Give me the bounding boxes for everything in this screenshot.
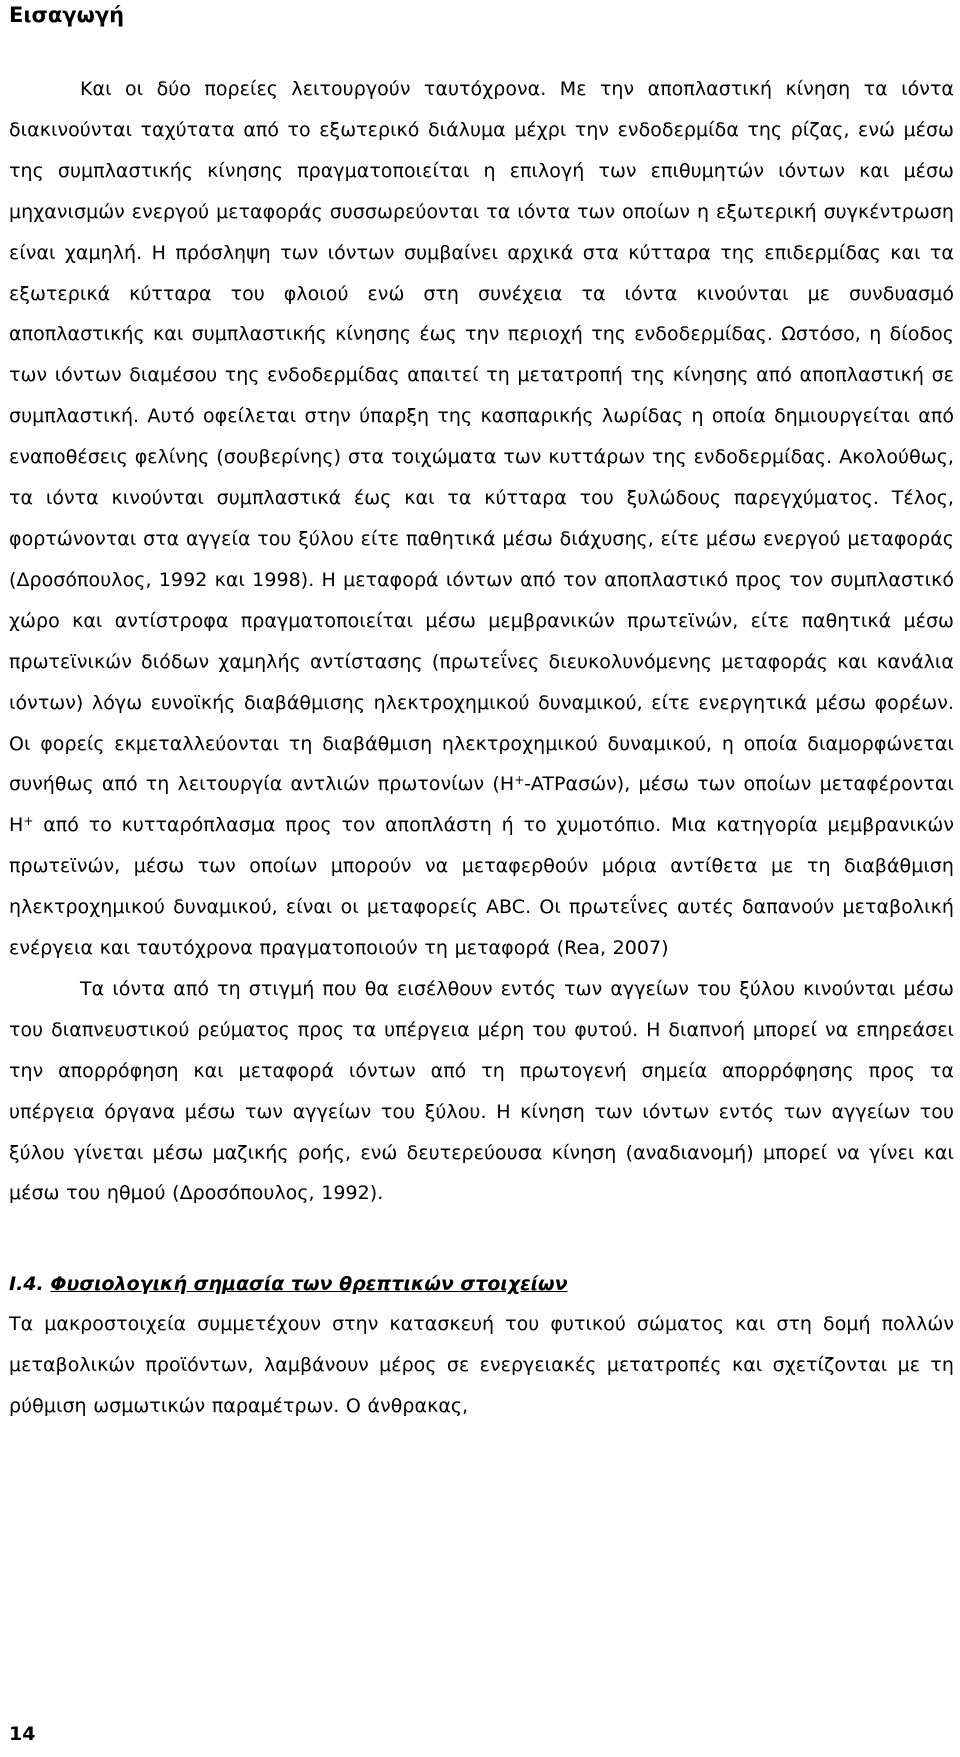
section-number: Ι.4. <box>9 1273 44 1296</box>
paragraph-1-text-a: Και οι δύο πορείες λειτουργούν ταυτόχρονα. Με την αποπλαστική κίνηση τα ιόντα διακινούνται ταχύτατα από το εξωτερικό διάλυμα μέχρι την ενδοδερμίδα της ρίζας, ενώ μέσω της συμπλαστικής κίνησης πραγματοποιείται η επιλογή των επιθυμητών ιόντων και μέσω μηχανισμών ενεργού μεταφοράς συσσωρεύονται τα ιόντα των οποίων η εξωτερική συγκέντρωση είναι χαμηλή. Η πρόσληψη των ιόντων συμβαίνει αρχικά στα κύτταρα της επιδερμίδας και τα εξωτερικά κύτταρα του φλοιού ενώ στη συνέχεια τα ιόντα κινούνται με συνδυασμό αποπλαστικής και συμπλαστικής κίνησης έως την περιοχή της ενδοδερμίδας. Ωστόσο, η δίοδος των ιόντων διαμέσου της ενδοδερμίδας απαιτεί τη μετατροπή της κίνησης από αποπλαστική σε συμπλαστική. Αυτό οφείλεται στην ύπαρξη της κασπαρικής λωρίδας η οποία δημιουργείται από εναποθέσεις φελίνης (σουβερίνης) στα τοιχώματα των κυττάρων της ενδοδερμίδας. Ακολούθως, τα ιόντα κινούνται συμπλαστικά έως και τα κύτταρα του ξυλώδους παρεγχύματος. Τέλος, φορτώνονται στα αγγεία του ξύλου είτε παθητικά μέσω διάχυσης, είτε μέσω ενεργού μεταφοράς (Δροσόπουλος, 1992 και 1998). Η μεταφορά ιόντων από τον αποπλαστικό προς τον συμπλαστικό χώρο και αντίστροφα πραγματοποιείται μέσω μεμβρανικών πρωτεϊνών, είτε παθητικά μέσω πρωτεϊνικών διόδων χαμηλής αντίστασης (πρωτεΐνες διευκολυνόμενης μεταφοράς και κανάλια ιόντων) λόγω ευνοϊκής διαβάθμισης ηλεκτροχημικού δυναμικού, είτε ενεργητικά μέσω φορέων. Οι φορείς εκμεταλλεύονται τη διαβάθμιση ηλεκτροχημικού δυναμικού, η οποία διαμορφώνεται συνήθως από τη λειτουργία αντλιών πρωτονίων (H <box>9 78 954 796</box>
page-number: 14 <box>9 1723 36 1745</box>
paragraph-3: Τα μακροστοιχεία συμμετέχουν στην κατασκευή του φυτικού σώματος και στη δομή πολλών μεταβολικών προϊόντων, λαμβάνουν μέρος σε ενεργειακές μετατροπές και σχετίζονται με τη ρύθμιση ωσμωτικών παραμέτρων. Ο άνθρακας, <box>9 1313 954 1418</box>
paragraph-1-text-b: -ATPασών), μέσω των οποίων μεταφέρονται H <box>9 773 954 837</box>
superscript-plus-1: + <box>514 773 525 788</box>
document-page <box>9 0 954 1427</box>
paragraph-1 <box>9 69 954 969</box>
heading: Εισαγωγή <box>9 3 125 27</box>
paragraph-2: Τα ιόντα από τη στιγμή που θα εισέλθουν εντός των αγγείων του ξύλου κινούνται μέσω του διαπνευστικού ρεύματος προς τα υπέργεια μέρη του φυτού. Η διαπνοή μπορεί να επηρεάσει την απορρόφηση και μεταφορά ιόντων από τη πρωτογενή σημεία απορρόφησης προς τα υπέργεια όργανα μέσω των αγγείων του ξύλου. Η κίνηση των ιόντων εντός των αγγείων του ξύλου γίνεται μέσω μαζικής ροής, ενώ δευτερεύουσα κίνηση (αναδιανομή) μπορεί να γίνει και μέσω του ηθμού (Δροσόπουλος, 1992). <box>9 977 954 1205</box>
section-title: Φυσιολογική σημασία των θρεπτικών στοιχείων <box>50 1273 568 1296</box>
paragraph-1-text-c: από το κυτταρόπλασμα προς τον αποπλάστη ή το χυμοτόπιο. Μια κατηγορία μεμβρανικών πρωτεϊνών, μέσω των οποίων μπορούν να μεταφερθούν μόρια αντίθετα με τη διαβάθμιση ηλεκτροχημικού δυναμικού, είναι οι μεταφορείς ABC. Οι πρωτεΐνες αυτές δαπανούν μεταβολική ενέργεια και ταυτόχρονα πραγματοποιούν τη μεταφορά (Rea, 2007) <box>9 814 954 960</box>
section-heading <box>9 1264 954 1304</box>
superscript-plus-2: + <box>23 814 34 829</box>
